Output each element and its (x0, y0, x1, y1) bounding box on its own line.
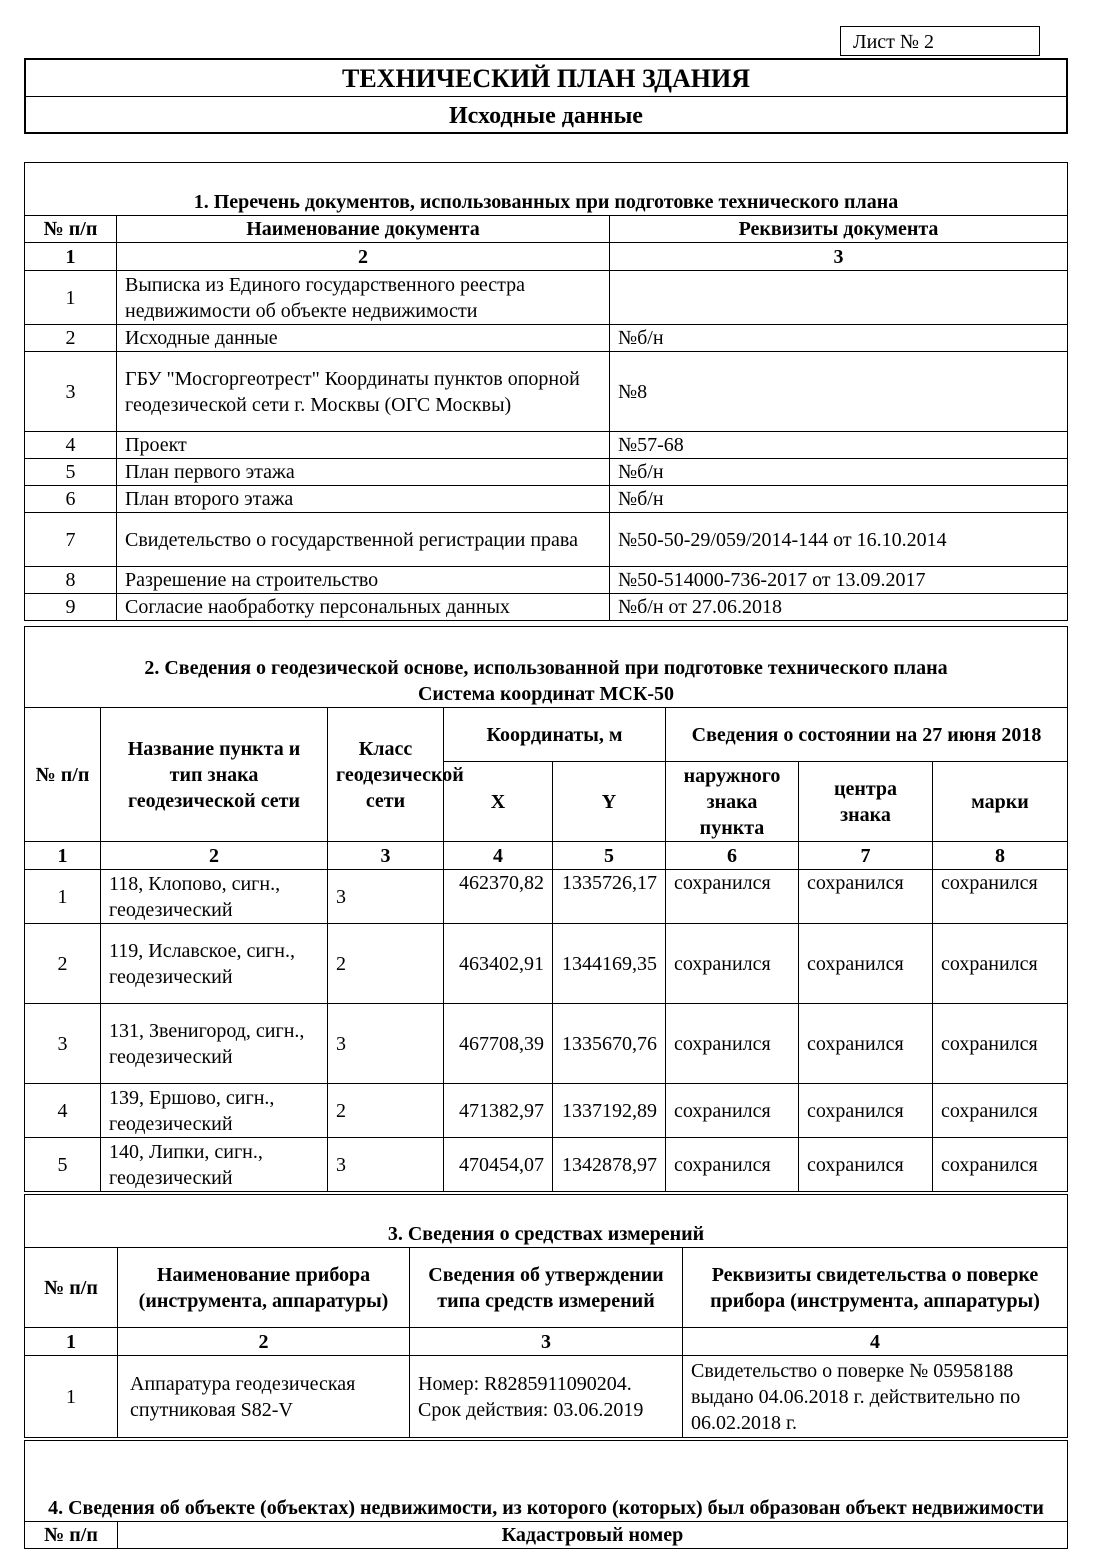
row-num: 1 (25, 271, 117, 325)
state-outer: сохранился (666, 1004, 799, 1084)
col-header-num: № п/п (25, 1248, 118, 1328)
state-mark: сохранился (933, 924, 1068, 1004)
point-name: 140, Липки, сигн., геодезический (101, 1138, 328, 1192)
verification-cert: Свидетельство о поверке № 05958188 выдано 04.06.2018 г. действительно по 06.02.2018 г. (683, 1356, 1068, 1438)
col-number: 3 (410, 1328, 683, 1356)
state-center: сохранился (799, 1138, 933, 1192)
state-center: сохранился (799, 1084, 933, 1138)
row-num: 5 (25, 459, 117, 486)
point-class: 2 (328, 924, 444, 1004)
col-header-outer-sign: наружного знака пункта (666, 762, 799, 842)
col-number: 3 (328, 842, 444, 870)
section-2-heading-line1: 2. Сведения о геодезической основе, использованной при подготовке технического плана (144, 657, 948, 679)
doc-name: План первого этажа (117, 459, 610, 486)
doc-req: №б/н (610, 486, 1068, 513)
table-row (25, 1004, 1068, 1084)
doc-name: ГБУ "Мосгоргеотрест" Координаты пунктов опорной геодезической сети г. Москвы (ОГС Москвы) (117, 352, 610, 432)
coord-x: 463402,91 (444, 924, 553, 1004)
table-row (25, 513, 1068, 567)
col-header-mark: марки (933, 762, 1068, 842)
instrument-name: Аппаратура геодезическая спутниковая S82-V (118, 1356, 410, 1438)
type-approval: Номер: R8285911090204. Срок действия: 03.06.2019 (410, 1356, 683, 1438)
title-box (24, 58, 1068, 134)
doc-req: №8 (610, 352, 1068, 432)
col-header-cadastral: Кадастровый номер (118, 1522, 1068, 1549)
doc-name: Исходные данные (117, 325, 610, 352)
doc-name: Выписка из Единого государственного реестра недвижимости об объекте недвижимости (117, 271, 610, 325)
table-row (25, 352, 1068, 432)
state-mark: сохранился (933, 1004, 1068, 1084)
col-header-doc-req: Реквизиты документа (610, 216, 1068, 243)
table-row (25, 870, 1068, 924)
col-header-coords: Координаты, м (444, 708, 666, 762)
col-number: 1 (25, 1328, 118, 1356)
col-header-center: центра знака (799, 762, 933, 842)
coordinate-system: Система координат МСК-50 (417, 683, 675, 705)
source-objects-table (24, 1440, 1068, 1549)
col-number: 4 (444, 842, 553, 870)
coord-y: 1335670,76 (553, 1004, 666, 1084)
coord-x: 470454,07 (444, 1138, 553, 1192)
table-row (25, 1084, 1068, 1138)
table-row (25, 486, 1068, 513)
doc-req: №57-68 (610, 432, 1068, 459)
document-title: ТЕХНИЧЕСКИЙ ПЛАН ЗДАНИЯ (26, 60, 1066, 97)
row-num: 1 (25, 1356, 118, 1438)
row-num: 2 (25, 924, 101, 1004)
coord-x: 471382,97 (444, 1084, 553, 1138)
doc-name: Свидетельство о государственной регистрации права (117, 513, 610, 567)
row-num: 7 (25, 513, 117, 567)
table-row (25, 325, 1068, 352)
section-1-heading: 1. Перечень документов, использованных при подготовке технического плана (25, 163, 1068, 216)
state-outer: сохранился (666, 924, 799, 1004)
table-row (25, 432, 1068, 459)
point-name: 131, Звенигород, сигн., геодезический (101, 1004, 328, 1084)
col-header-state: Сведения о состоянии на 27 июня 2018 (666, 708, 1068, 762)
point-class: 3 (328, 1138, 444, 1192)
table-row (25, 594, 1068, 621)
doc-name: Разрешение на строительство (117, 567, 610, 594)
col-header-type-approval: Сведения об утверждении типа средств измерений (410, 1248, 683, 1328)
table-row (25, 1138, 1068, 1192)
col-header-y: Y (553, 762, 666, 842)
state-center: сохранился (799, 1004, 933, 1084)
doc-req: №б/н (610, 325, 1068, 352)
col-header-num: № п/п (25, 1522, 118, 1549)
coord-y: 1337192,89 (553, 1084, 666, 1138)
table-row (25, 271, 1068, 325)
row-num: 2 (25, 325, 117, 352)
coord-y: 1335726,17 (553, 870, 666, 924)
col-number: 2 (117, 243, 610, 271)
doc-name: Проект (117, 432, 610, 459)
table-row (25, 924, 1068, 1004)
point-name: 119, Иславское, сигн., геодезический (101, 924, 328, 1004)
sheet-number: Лист № 2 (840, 26, 1040, 56)
section-3-heading: 3. Сведения о средствах измерений (25, 1195, 1068, 1248)
doc-name: План второго этажа (117, 486, 610, 513)
coord-x: 467708,39 (444, 1004, 553, 1084)
row-num: 3 (25, 1004, 101, 1084)
point-class: 2 (328, 1084, 444, 1138)
row-num: 1 (25, 870, 101, 924)
doc-req (610, 271, 1068, 325)
state-outer: сохранился (666, 1084, 799, 1138)
state-mark: сохранился (933, 870, 1068, 924)
col-header-class: Класс геодезической сети (328, 708, 444, 842)
col-number: 6 (666, 842, 799, 870)
col-header-x: X (444, 762, 553, 842)
documents-table (24, 162, 1068, 621)
section-instruments (24, 1194, 1068, 1438)
row-num: 9 (25, 594, 117, 621)
doc-req: №б/н от 27.06.2018 (610, 594, 1068, 621)
col-number: 5 (553, 842, 666, 870)
row-num: 8 (25, 567, 117, 594)
col-header-num: № п/п (25, 708, 101, 842)
doc-req: №50-50-29/059/2014-144 от 16.10.2014 (610, 513, 1068, 567)
row-num: 3 (25, 352, 117, 432)
row-num: 4 (25, 432, 117, 459)
col-number: 1 (25, 243, 117, 271)
col-header-num: № п/п (25, 216, 117, 243)
state-center: сохранился (799, 924, 933, 1004)
instruments-table (24, 1194, 1068, 1438)
state-outer: сохранился (666, 870, 799, 924)
point-class: 3 (328, 1004, 444, 1084)
coord-y: 1344169,35 (553, 924, 666, 1004)
doc-name: Согласие наобработку персональных данных (117, 594, 610, 621)
state-outer: сохранился (666, 1138, 799, 1192)
col-header-instrument: Наименование прибора (инструмента, аппаратуры) (118, 1248, 410, 1328)
table-row (25, 567, 1068, 594)
point-class: 3 (328, 870, 444, 924)
col-number: 2 (118, 1328, 410, 1356)
col-header-doc-name: Наименование документа (117, 216, 610, 243)
col-header-point-name: Название пункта и тип знака геодезической сети (101, 708, 328, 842)
col-header-verification: Реквизиты свидетельства о поверке прибора (инструмента, аппаратуры) (683, 1248, 1068, 1328)
col-number: 7 (799, 842, 933, 870)
coord-y: 1342878,97 (553, 1138, 666, 1192)
row-num: 5 (25, 1138, 101, 1192)
section-geodetic (24, 626, 1068, 1192)
section-4-heading: 4. Сведения об объекте (объектах) недвижимости, из которого (которых) был образован объект недвижимости (25, 1441, 1068, 1522)
section-2-heading (25, 627, 1068, 708)
col-number: 2 (101, 842, 328, 870)
col-number: 1 (25, 842, 101, 870)
table-row (25, 459, 1068, 486)
section-source-objects (24, 1440, 1068, 1549)
coord-x: 462370,82 (444, 870, 553, 924)
row-num: 4 (25, 1084, 101, 1138)
state-mark: сохранился (933, 1138, 1068, 1192)
point-name: 118, Клопово, сигн., геодезический (101, 870, 328, 924)
section-documents (24, 162, 1068, 621)
point-name: 139, Ершово, сигн., геодезический (101, 1084, 328, 1138)
col-number: 3 (610, 243, 1068, 271)
col-number: 4 (683, 1328, 1068, 1356)
doc-req: №б/н (610, 459, 1068, 486)
col-number: 8 (933, 842, 1068, 870)
document-subtitle: Исходные данные (449, 103, 643, 129)
table-row (25, 1356, 1068, 1438)
row-num: 6 (25, 486, 117, 513)
doc-req: №50-514000-736-2017 от 13.09.2017 (610, 567, 1068, 594)
state-mark: сохранился (933, 1084, 1068, 1138)
state-center: сохранился (799, 870, 933, 924)
geodetic-table (24, 626, 1068, 1192)
